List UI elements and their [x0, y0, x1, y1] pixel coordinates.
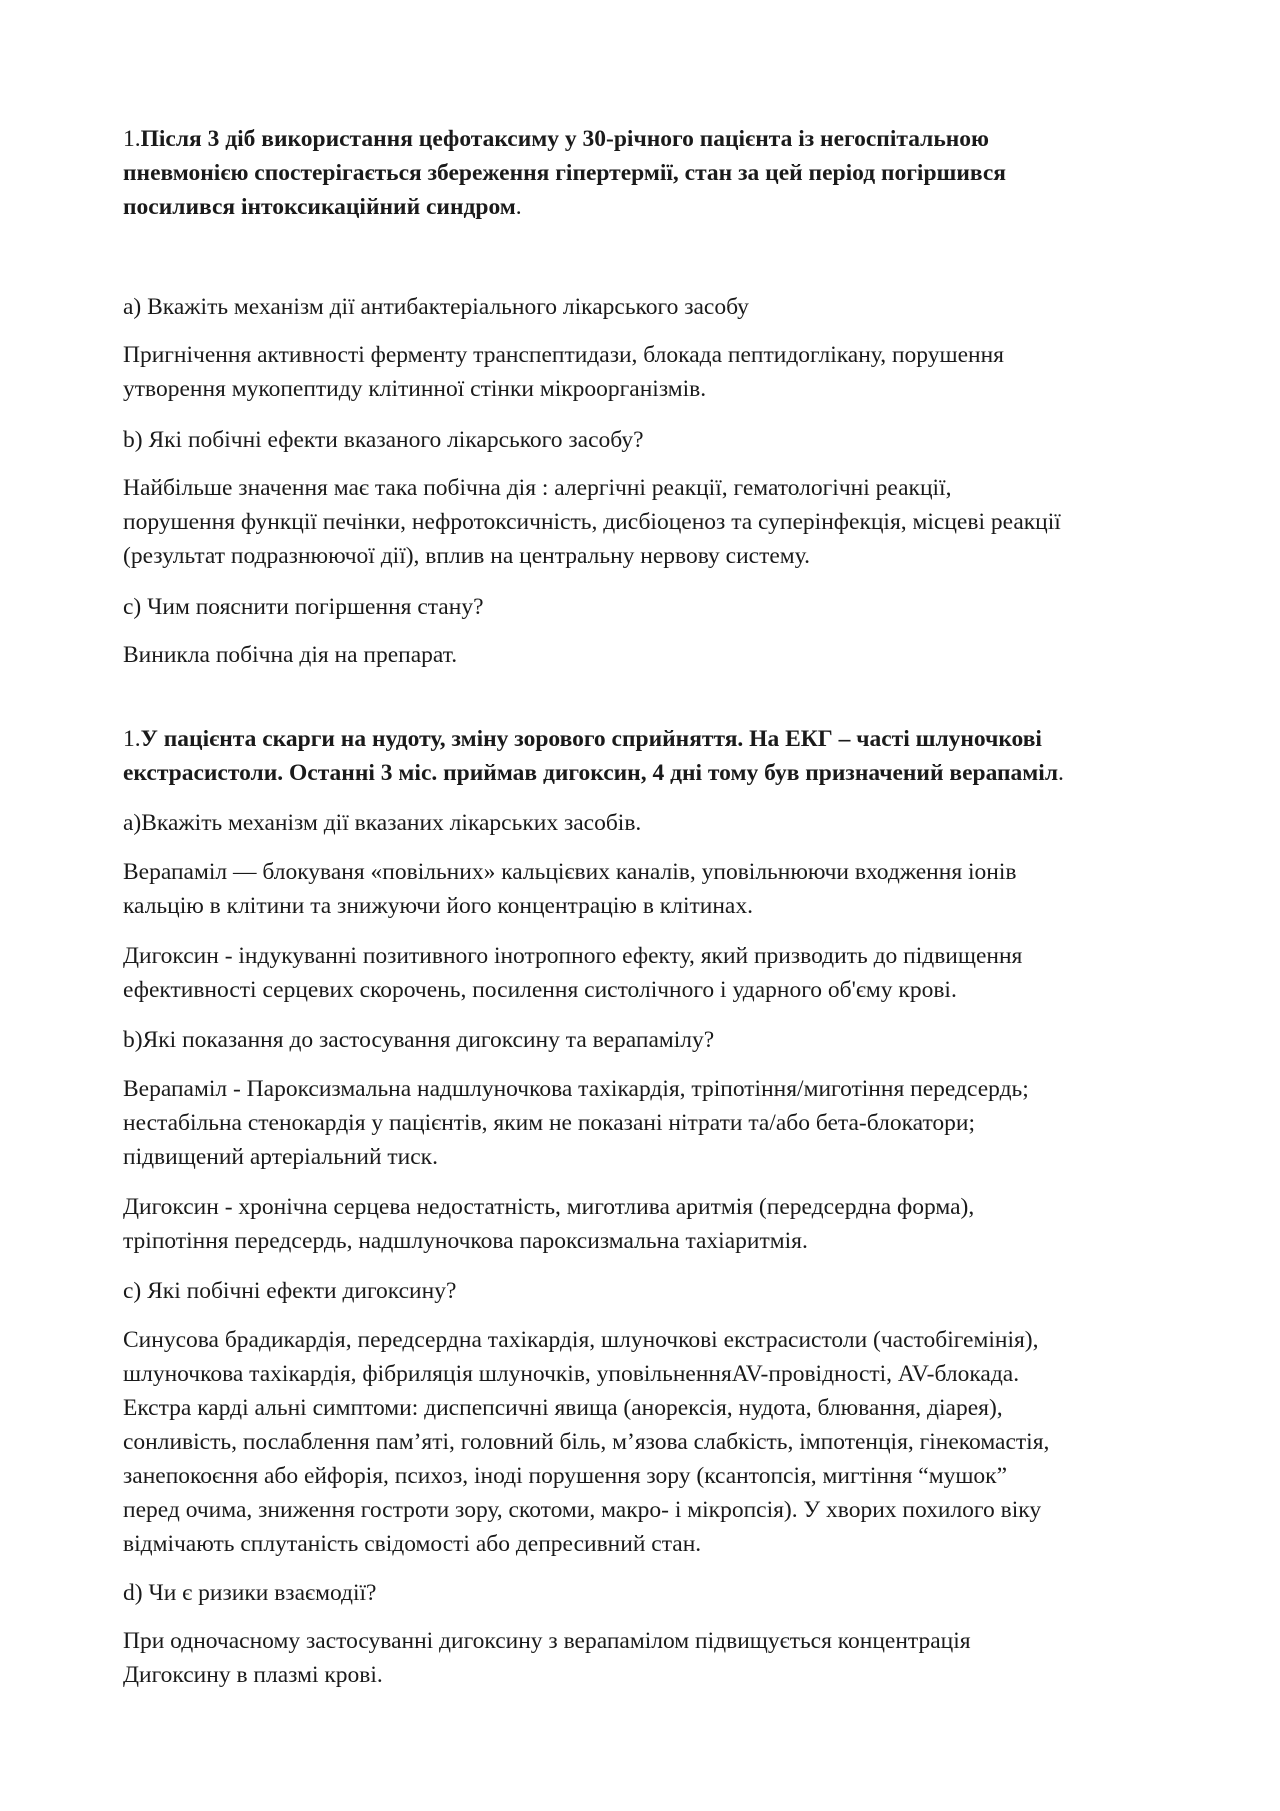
answer-line: Дигоксин - хронічна серцева недостатність, миготлива аритмія (передсердна форма),	[123, 1194, 975, 1220]
case2-question-b	[123, 1023, 1173, 1057]
question-text: a)Вкажіть механізм дії вказаних лікарських засобів.	[123, 810, 642, 836]
question-text: b) Які побічні ефекти вказаного лікарського засобу?	[123, 427, 644, 453]
case2-heading-line: екстрасистоли. Останні 3 міс. приймав дигоксин, 4 дні тому був призначений верапаміл	[123, 760, 1059, 786]
case2-answer-b-digoxin	[123, 1190, 1173, 1258]
answer-line: Дигоксину в плазмі крові.	[123, 1662, 383, 1688]
case1-answer-a	[123, 338, 1173, 406]
case1-question-b	[123, 423, 1173, 457]
answer-line: Верапаміл — блокуваня «повільних» кальцієвих каналів, уповільнюючи входження іонів	[123, 859, 1017, 885]
case1-question-a	[123, 290, 1173, 324]
case2-number: 1.	[123, 726, 141, 752]
question-text: d) Чи є ризики взаємодії?	[123, 1580, 377, 1606]
answer-line: нестабільна стенокардія у пацієнтів, яким не показані нітрати та/або бета-блокатори;	[123, 1110, 976, 1136]
answer-line: ефективності серцевих скорочень, посилення систолічного і ударного об'єму крові.	[123, 977, 957, 1003]
case1-heading-line: пневмонією спостерігається збереження гіпертермії, стан за цей період погіршився	[123, 160, 1007, 186]
answer-line: перед очима, зниження гостроти зору, скотоми, макро- і мікропсія). У хворих похилого віку	[123, 1497, 1042, 1523]
case1-number: 1.	[123, 126, 141, 152]
case1-heading-line: посилився інтоксикаційний синдром	[123, 194, 516, 220]
case2-answer-d	[123, 1624, 1173, 1692]
case1-answer-c	[123, 638, 1173, 672]
answer-line: При одночасному застосуванні дигоксину з верапамілом підвищується концентрація	[123, 1628, 971, 1654]
case2-heading-tail: .	[1058, 760, 1064, 786]
question-text: b)Які показання до застосування дигоксину та верапамілу?	[123, 1027, 715, 1053]
question-text: c) Чим пояснити погіршення стану?	[123, 594, 484, 620]
answer-line: кальцію в клітини та знижуючи його концентрацію в клітинах.	[123, 893, 753, 919]
answer-line: Виникла побічна дія на препарат.	[123, 642, 458, 668]
case1-heading-tail: .	[515, 194, 522, 220]
answer-line: порушення функції печінки, нефротоксичність, дисбіоценоз та суперінфекція, місцеві реакції	[123, 509, 1061, 535]
answer-line: утворення мукопептиду клітинної стінки мікроорганізмів.	[123, 376, 707, 402]
answer-line: занепокоєння або ейфорія, психоз, іноді порушення зору (ксантопсія, мигтіння “мушок”	[123, 1463, 1008, 1489]
question-text: c) Які побічні ефекти дигоксину?	[123, 1278, 457, 1304]
answer-line: сонливість, послаблення пам’яті, головний біль, м’язова слабкість, імпотенція, гінекомастія,	[123, 1429, 1050, 1455]
answer-line: Дигоксин - індукуванні позитивного інотропного ефекту, який призводить до підвищення	[123, 943, 1023, 969]
answer-line: тріпотіння передсердь, надшлуночкова пароксизмальна тахіаритмія.	[123, 1228, 808, 1254]
case2-question-d	[123, 1576, 1173, 1610]
question-text: a) Вкажіть механізм дії антибактеріального лікарського засобу	[123, 294, 749, 320]
case1-heading	[123, 122, 1173, 224]
case2-question-a	[123, 806, 1173, 840]
answer-line: Верапаміл - Пароксизмальна надшлуночкова тахікардія, тріпотіння/миготіння передсердь;	[123, 1076, 1029, 1102]
case2-answer-b-verapamil	[123, 1072, 1173, 1174]
case2-heading-line: У пацієнта скарги на нудоту, зміну зорового сприйняття. На ЕКГ – часті шлуночкові	[140, 726, 1042, 752]
case1-question-c	[123, 590, 1173, 624]
answer-line: (результат подразнюючої дії), вплив на центральну нервову систему.	[123, 543, 810, 569]
case1-answer-b	[123, 471, 1173, 573]
case1-heading-line: Після 3 діб використання цефотаксиму у 30-річного пацієнта із негоспітальною	[140, 126, 990, 152]
case2-question-c	[123, 1274, 1173, 1308]
answer-line: Екстра карді альні симптоми: диспепсичні явища (анорексія, нудота, блювання, діарея),	[123, 1395, 1003, 1421]
answer-line: відмічають сплутаність свідомості або депресивний стан.	[123, 1531, 702, 1557]
case2-answer-a-verapamil	[123, 855, 1173, 923]
answer-line: Синусова брадикардія, передсердна тахікардія, шлуночкові екстрасистоли (частобігемінія),	[123, 1327, 1039, 1353]
answer-line: шлуночкова тахікардія, фібриляція шлуночків, уповільненняAV-провідності, AV-блокада.	[123, 1361, 1020, 1387]
answer-line: Пригнічення активності ферменту транспептидази, блокада пептидоглікану, порушення	[123, 342, 1004, 368]
case2-answer-a-digoxin	[123, 939, 1173, 1007]
case2-heading	[123, 722, 1173, 790]
case2-answer-c	[123, 1323, 1173, 1561]
answer-line: підвищений артеріальний тиск.	[123, 1144, 438, 1170]
answer-line: Найбільше значення має така побічна дія : алергічні реакції, гематологічні реакції,	[123, 475, 952, 501]
